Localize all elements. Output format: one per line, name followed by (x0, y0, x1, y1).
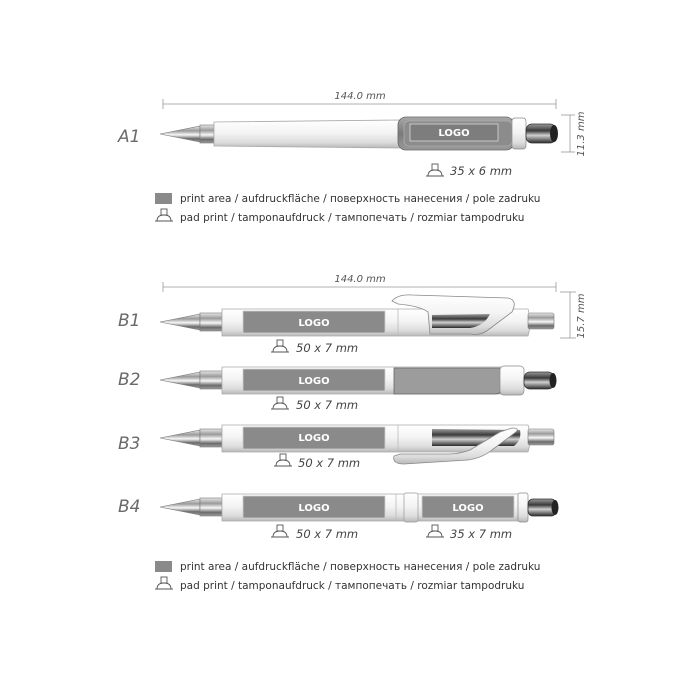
legend-bottom (155, 561, 540, 592)
height-label-a: 11.3 mm (576, 111, 587, 157)
pad-print-icon (426, 164, 444, 176)
pad-size-b4-2: 35 x 7 mm (450, 527, 513, 541)
pen-b4 (160, 493, 559, 522)
pad-print-b4-1 (271, 525, 358, 541)
pad-print-icon (274, 454, 292, 466)
section-b (118, 274, 587, 541)
legend-top (155, 193, 540, 224)
pen-b1 (160, 295, 554, 336)
pen-label-b4: B4 (118, 497, 141, 517)
legend-pad-print-top: pad print / tamponaufdruck / тампопечать / rozmiar tampodruku (180, 212, 525, 224)
pad-print-b3 (274, 454, 360, 470)
length-label-a: 144.0 mm (334, 91, 386, 102)
pad-size-b2: 50 x 7 mm (296, 398, 359, 412)
pen-b2 (160, 366, 557, 395)
pen-label-a1: A1 (118, 127, 141, 147)
height-dimension-a (561, 111, 587, 156)
pad-print-b4-2 (426, 525, 512, 541)
clip-b2 (394, 368, 508, 394)
logo-a1: LOGO (438, 128, 470, 139)
pad-size-b1: 50 x 7 mm (296, 341, 359, 355)
length-label-b: 144.0 mm (334, 274, 386, 285)
section-a (117, 91, 587, 178)
legend-pad-print-bottom: pad print / tamponaufdruck / тампопечать / rozmiar tampodruku (180, 580, 525, 592)
length-dimension-b (163, 274, 556, 292)
height-dimension-b (560, 292, 587, 338)
logo-b1: LOGO (298, 318, 330, 329)
pad-print-icon (155, 577, 173, 589)
pad-print-icon (271, 340, 289, 352)
pen-a1 (160, 117, 558, 150)
pad-print-a1 (426, 164, 512, 178)
pad-size-b3: 50 x 7 mm (298, 456, 361, 470)
pen-label-b1: B1 (118, 311, 141, 331)
pad-print-icon (155, 209, 173, 221)
pad-print-icon (271, 397, 289, 409)
height-label-b: 15.7 mm (576, 293, 587, 339)
pen-label-b2: B2 (118, 370, 141, 390)
legend-print-area-bottom: print area / aufdruckfläche / поверхность нанесения / pole zadruku (180, 561, 541, 573)
print-area-swatch (155, 561, 172, 572)
logo-b3: LOGO (298, 433, 330, 444)
legend-print-area-top: print area / aufdruckfläche / поверхность нанесения / pole zadruku (180, 193, 541, 205)
pad-print-b1 (271, 340, 358, 355)
length-dimension-a (163, 91, 556, 109)
pad-size-b4-1: 50 x 7 mm (296, 527, 359, 541)
logo-b4-1: LOGO (298, 503, 330, 514)
print-area-swatch (155, 193, 172, 204)
pen-label-b3: B3 (118, 434, 141, 454)
logo-b2: LOGO (298, 376, 330, 387)
pad-print-icon (426, 525, 444, 537)
pad-print-b2 (271, 397, 358, 412)
logo-b4-2: LOGO (452, 503, 484, 514)
pad-print-icon (271, 525, 289, 537)
pad-size-a1: 35 x 6 mm (450, 164, 513, 178)
